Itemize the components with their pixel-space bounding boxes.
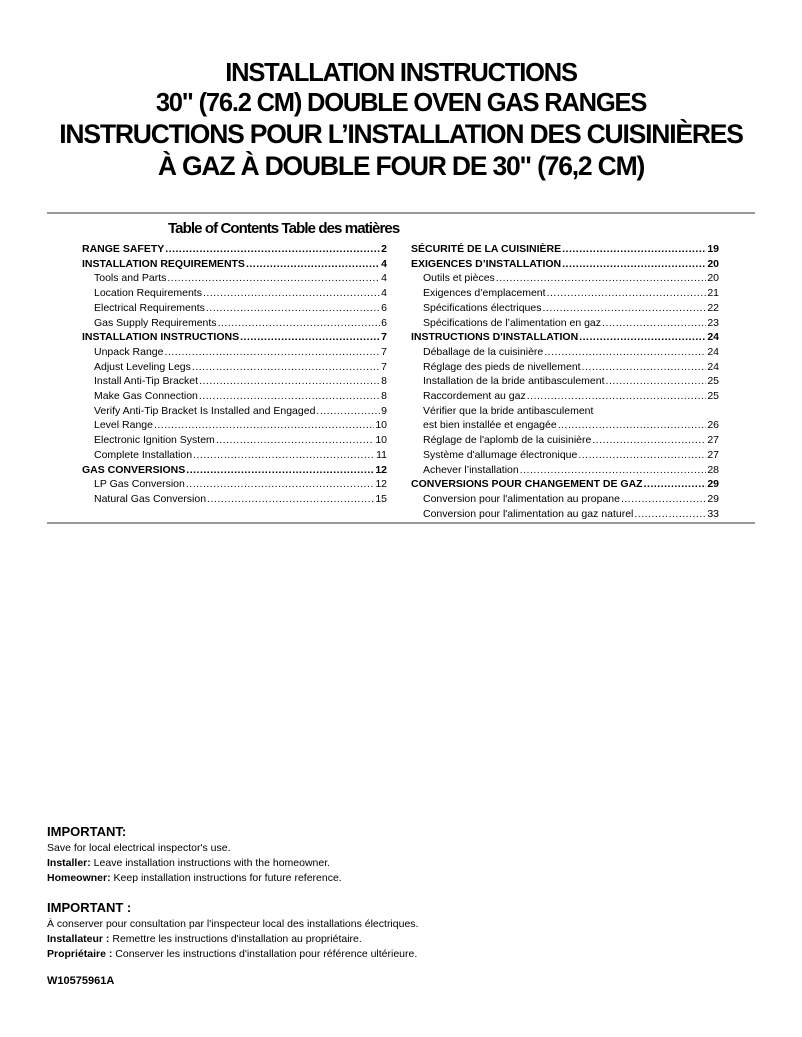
toc-entry-label: Achever l’installation <box>423 463 519 476</box>
toc-entry-label: GAS CONVERSIONS <box>82 463 186 476</box>
toc-page-number: 10 <box>375 434 387 447</box>
toc-entry[interactable] <box>411 492 719 507</box>
toc-page-number: 33 <box>707 507 719 520</box>
toc-dot-leader <box>579 330 706 345</box>
toc-entry[interactable] <box>82 374 387 389</box>
toc-dot-leader <box>602 316 706 331</box>
toc-entry[interactable] <box>411 374 719 389</box>
notice-text: Conserver les instructions d'installation pour référence ultérieure. <box>112 948 418 960</box>
toc-entry[interactable] <box>82 286 387 301</box>
toc-entry-label: SÉCURITÉ DE LA CUISINIÈRE <box>411 243 562 255</box>
toc-entry-label-line: Vérifier que la bride antibasculement <box>423 404 594 417</box>
toc-dot-leader <box>216 433 375 448</box>
toc-entry[interactable] <box>411 418 719 433</box>
toc-entry-label: Adjust Leveling Legs <box>94 360 191 373</box>
toc-page-number: 12 <box>375 463 387 476</box>
toc-entry[interactable] <box>411 507 719 522</box>
toc-page-number: 24 <box>707 331 719 344</box>
toc-page-number: 29 <box>707 478 719 491</box>
toc-dot-leader <box>592 433 706 448</box>
toc-entry[interactable] <box>82 448 387 463</box>
toc-entry[interactable] <box>82 418 387 433</box>
notice-text: Remettre les instructions d'installation au propriétaire. <box>109 933 362 945</box>
toc-entry-label: Conversion pour l'alimentation au gaz naturel <box>423 507 634 520</box>
toc-entry-label: Déballage de la cuisinière <box>423 345 544 358</box>
toc-dot-leader <box>606 374 707 389</box>
toc-entry-label: Installation de la bride antibasculement <box>423 375 605 388</box>
notice-label: Propriétaire : <box>47 948 113 960</box>
toc-page-number: 27 <box>707 434 719 447</box>
toc-page-number: 29 <box>707 492 719 505</box>
document-number: W10575961A <box>47 975 115 987</box>
toc-dot-leader <box>167 271 380 286</box>
toc-entry[interactable] <box>82 271 387 286</box>
toc-entry[interactable] <box>411 389 719 404</box>
toc-dot-leader <box>186 463 374 478</box>
toc-entry[interactable] <box>411 448 719 463</box>
toc-entry-label: Tools and Parts <box>94 272 167 285</box>
toc-dot-leader <box>206 301 380 316</box>
toc-page-number: 7 <box>381 331 387 344</box>
toc-entry-label: Gas Supply Requirements <box>94 316 217 329</box>
toc-entry[interactable] <box>82 257 387 272</box>
toc-dot-leader <box>621 492 706 507</box>
toc-dot-leader <box>520 463 707 478</box>
toc-entry-label: Level Range <box>94 419 153 432</box>
toc-entry-label: Unpack Range <box>94 345 164 358</box>
toc-page-number: 22 <box>707 301 719 314</box>
toc-page-number: 7 <box>381 360 387 373</box>
toc-entry-label: INSTALLATION INSTRUCTIONS <box>82 331 240 344</box>
toc-page-number: 19 <box>707 243 719 255</box>
toc-dot-leader <box>644 477 707 492</box>
notice-line: Save for local electrical inspector's use. <box>47 842 231 854</box>
toc-dot-leader <box>527 389 707 404</box>
toc-entry[interactable] <box>411 257 719 272</box>
notice-line: À conserver pour consultation par l'inspecteur local des installations électriques. <box>47 918 419 930</box>
toc-dot-leader <box>164 345 380 360</box>
title-fr-line-2: À GAZ À DOUBLE FOUR DE 30" (76,2 CM) <box>157 151 645 181</box>
toc-page-number: 24 <box>707 345 719 358</box>
toc-entry[interactable] <box>82 360 387 375</box>
important-notice-fr <box>47 900 747 962</box>
toc-entry-label: INSTALLATION REQUIREMENTS <box>82 257 245 270</box>
toc-entry-label: Location Requirements <box>94 287 202 300</box>
toc-entry[interactable] <box>411 345 719 360</box>
toc-dot-leader <box>199 374 380 389</box>
toc-entry[interactable] <box>411 286 719 301</box>
toc-entry[interactable] <box>411 330 719 345</box>
toc-page-number: 15 <box>375 492 387 505</box>
notice-text: Keep installation instructions for future reference. <box>110 872 342 884</box>
toc-entry-label: Make Gas Connection <box>94 390 198 403</box>
toc-entry-label: LP Gas Conversion <box>94 478 185 491</box>
toc-page-number: 6 <box>381 301 387 314</box>
toc-entry[interactable] <box>411 477 719 492</box>
important-notice-en <box>47 824 747 886</box>
toc-dot-leader <box>218 316 381 331</box>
toc-page-number: 8 <box>381 390 387 403</box>
toc-entry[interactable] <box>411 360 719 375</box>
toc-page-number: 7 <box>381 345 387 358</box>
toc-page-number: 23 <box>707 316 719 329</box>
toc-entry-label: Spécifications électriques <box>423 301 542 314</box>
toc-english-column <box>82 242 387 507</box>
toc-page-number: 6 <box>381 316 387 329</box>
toc-dot-leader <box>246 257 380 272</box>
toc-entry[interactable] <box>82 301 387 316</box>
toc-page-number: 20 <box>707 272 719 285</box>
toc-entry-label: Exigences d’emplacement <box>423 287 546 300</box>
toc-entry-label: INSTRUCTIONS D'INSTALLATION <box>411 331 579 344</box>
notice-label: Installer: <box>47 857 91 869</box>
toc-entry[interactable] <box>411 242 719 257</box>
toc-page-number: 8 <box>381 375 387 388</box>
toc-dot-leader <box>192 360 380 375</box>
toc-dot-leader <box>562 257 706 272</box>
toc-entry-label: RANGE SAFETY <box>82 243 165 255</box>
notice-label: Homeowner: <box>47 872 111 884</box>
toc-entry-label: Verify Anti-Tip Bracket Is Installed and Engaged <box>94 404 316 417</box>
toc-entry[interactable] <box>411 463 719 478</box>
toc-page-number: 10 <box>375 419 387 432</box>
toc-heading: Table of Contents Table des matières <box>168 220 400 237</box>
top-divider <box>47 212 755 214</box>
toc-entry[interactable] <box>82 404 387 419</box>
title-en-line-1: INSTALLATION INSTRUCTIONS <box>225 59 577 87</box>
toc-entry[interactable] <box>82 316 387 331</box>
toc-entry[interactable] <box>411 316 719 331</box>
toc-page-number: 25 <box>707 375 719 388</box>
toc-entry[interactable] <box>82 345 387 360</box>
toc-entry-label: Electrical Requirements <box>94 301 205 314</box>
toc-page-number: 21 <box>707 287 719 300</box>
toc-entry[interactable] <box>82 330 387 345</box>
toc-entry[interactable] <box>411 271 719 286</box>
toc-entry-label: Complete Installation <box>94 448 193 461</box>
toc-entry-label: Conversion pour l'alimentation au propane <box>423 492 620 505</box>
toc-dot-leader <box>547 286 707 301</box>
toc-dot-leader <box>634 507 706 522</box>
toc-entry-label: Install Anti-Tip Bracket <box>94 375 199 388</box>
notice-line <box>47 856 747 871</box>
toc-dot-leader <box>542 301 706 316</box>
toc-page-number: 4 <box>381 257 387 270</box>
toc-page-number: 27 <box>707 448 719 461</box>
notice-heading: IMPORTANT : <box>47 900 132 915</box>
toc-page-number: 9 <box>381 404 387 417</box>
toc-dot-leader <box>578 448 706 463</box>
notice-heading: IMPORTANT: <box>47 824 127 839</box>
toc-entry[interactable] <box>411 301 719 316</box>
toc-dot-leader <box>316 404 380 419</box>
toc-entry-label: Outils et pièces <box>423 272 495 285</box>
toc-dot-leader <box>165 242 380 257</box>
toc-entry[interactable] <box>82 242 387 257</box>
toc-entry-label: est bien installée et engagée <box>423 419 557 432</box>
document-title <box>0 58 802 182</box>
toc-entry-label: Electronic Ignition System <box>94 434 215 447</box>
toc-entry-label: Réglage de l'aplomb de la cuisinière <box>423 434 592 447</box>
toc-dot-leader <box>186 477 374 492</box>
toc-dot-leader <box>496 271 707 286</box>
toc-page-number: 4 <box>381 287 387 300</box>
toc-entry[interactable] <box>82 492 387 507</box>
notice-line <box>47 871 747 886</box>
toc-page-number: 28 <box>707 463 719 476</box>
notice-text: Leave installation instructions with the homeowner. <box>90 857 331 869</box>
toc-page-number: 11 <box>376 448 387 461</box>
toc-dot-leader <box>154 418 374 433</box>
title-fr-line-1: INSTRUCTIONS POUR L’INSTALLATION DES CUISINIÈRES <box>59 119 743 149</box>
toc-dot-leader <box>558 418 707 433</box>
toc-entry-label: Système d'allumage électronique <box>423 448 578 461</box>
notice-line <box>47 932 747 947</box>
title-en-line-2: 30" (76.2 CM) DOUBLE OVEN GAS RANGES <box>155 89 647 117</box>
toc-page-number: 20 <box>707 257 719 270</box>
toc-entry-label: CONVERSIONS POUR CHANGEMENT DE GAZ <box>411 478 643 491</box>
toc-dot-leader <box>199 389 380 404</box>
toc-entry-label: Raccordement au gaz <box>423 390 526 403</box>
toc-french-column <box>411 242 719 521</box>
toc-dot-leader <box>240 330 380 345</box>
notice-label: Installateur : <box>47 933 110 945</box>
toc-dot-leader <box>582 360 707 375</box>
toc-dot-leader <box>544 345 706 360</box>
toc-page-number: 4 <box>381 272 387 285</box>
toc-page-number: 25 <box>707 390 719 403</box>
toc-entry-label: Réglage des pieds de nivellement <box>423 360 581 373</box>
toc-entry-label: Natural Gas Conversion <box>94 492 207 505</box>
bottom-divider <box>47 522 755 524</box>
toc-dot-leader <box>207 492 374 507</box>
toc-dot-leader <box>203 286 380 301</box>
toc-entry[interactable] <box>82 477 387 492</box>
toc-entry[interactable] <box>82 389 387 404</box>
notice-line <box>47 947 747 962</box>
toc-dot-leader <box>562 242 706 257</box>
toc-entry[interactable] <box>82 433 387 448</box>
toc-entry[interactable] <box>82 463 387 478</box>
toc-entry-label: EXIGENCES D’INSTALLATION <box>411 257 562 270</box>
toc-dot-leader <box>193 448 375 463</box>
toc-entry[interactable] <box>411 433 719 448</box>
toc-page-number: 26 <box>707 419 719 432</box>
toc-page-number: 2 <box>381 243 387 255</box>
toc-page-number: 12 <box>375 478 387 491</box>
toc-entry-label: Spécifications de l’alimentation en gaz <box>423 316 602 329</box>
toc-page-number: 24 <box>707 360 719 373</box>
